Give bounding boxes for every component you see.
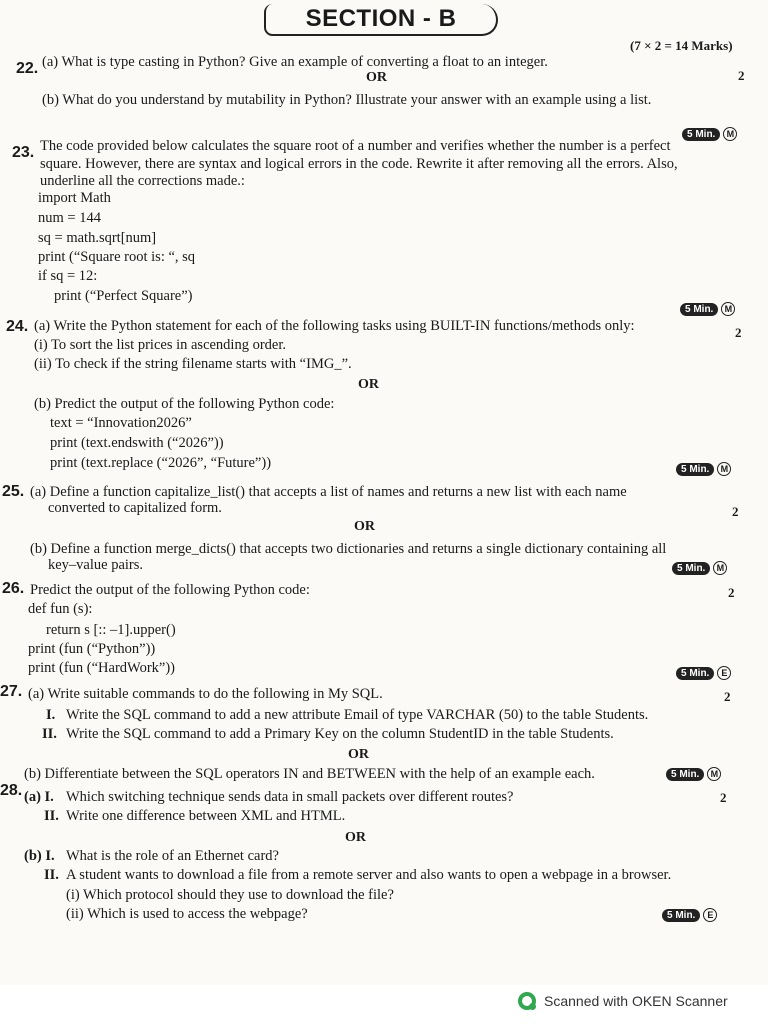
q23-number: 23. [12,144,35,161]
q26-text: Predict the output of the following Python code: [30,582,310,598]
q24-item-i: (i) To sort the list prices in ascending order. [34,337,287,353]
q24-or: OR [358,377,379,392]
q23-marks: 2 [735,325,742,340]
q26-code-line: print (fun (“HardWork”)) [28,660,175,676]
q23-line-2: square. However, there are syntax and logical errors in the code. Rewrite it after removing all the errors. Also, [40,156,678,172]
q25-or: OR [354,519,375,534]
q28-number: 28. [0,782,23,799]
q26-code-line: return s [:: –1].upper() [46,622,176,638]
q24-item-ii: (ii) To check if the string filename starts with “IMG_”. [34,356,352,372]
q28-or: OR [345,830,366,845]
q23-code-line: num = 144 [38,210,101,226]
oken-logo-icon [518,992,536,1010]
q24-code-line: print (text.replace (“2026”, “Future”)) [50,455,272,471]
q27-number: 27. [0,683,23,700]
q28-time-badge [662,908,717,922]
q23-line-3: underline all the corrections made.: [40,173,245,189]
q27-item-ii-label: II. [42,726,57,742]
q22-part-a: (a) What is type casting in Python? Give an example of converting a float to an integer. [42,54,548,70]
q28-part-b-ii-label: II. [44,867,59,883]
time-pill: 5 Min. [680,303,718,316]
q26-code-line: def fun (s): [28,601,93,617]
q24-part-a: (a) Write the Python statement for each of the following tasks using BUILT-IN functions/methods only: [34,318,635,334]
level-icon: M [717,462,731,476]
time-pill: 5 Min. [662,909,700,922]
q28-part-b-i: What is the role of an Ethernet card? [66,848,279,864]
q23-code-line: print (“Square root is: “, sq [38,249,196,265]
scanner-text: Scanned with OKEN Scanner [544,993,728,1009]
q23-code-line: if sq = 12: [38,268,98,284]
q25-time-badge [672,561,727,575]
q27-part-b: (b) Differentiate between the SQL operators IN and BETWEEN with the help of an example each. [24,766,595,782]
section-header [264,4,498,36]
q23-code-line: import Math [38,190,111,206]
q23-code-line: sq = math.sqrt[num] [38,230,157,246]
q27-item-i-label: I. [46,707,56,723]
q24-code-line: text = “Innovation2026” [50,415,192,431]
level-icon: M [713,561,727,575]
q27-or: OR [348,747,369,762]
q28-part-b-ii: A student wants to download a file from a remote server and also wants to open a webpage in a browser. [66,867,672,883]
q25-marks: 2 [732,504,739,519]
q28-part-a-ii-label: II. [44,808,59,824]
level-icon: E [717,666,731,680]
time-pill: 5 Min. [676,463,714,476]
q25-part-a-line-2: converted to capitalized form. [48,500,222,516]
q28-part-a-label: (a) I. [24,789,54,805]
q27-marks: 2 [724,689,731,704]
q25-part-b-line-2: key–value pairs. [48,557,144,573]
q28-part-b-label: (b) I. [24,848,55,864]
time-pill: 5 Min. [676,667,714,680]
q23-code-line: print (“Perfect Square”) [54,288,193,304]
q23-time-badge [680,302,735,316]
q27-item-ii: Write the SQL command to add a Primary Key on the column StudentID in the table Students. [66,726,614,742]
q24-number: 24. [6,318,29,335]
q26-marks: 2 [728,585,735,600]
q22-time-badge [682,127,737,141]
q27-part-a: (a) Write suitable commands to do the following in My SQL. [28,686,383,702]
scanner-watermark [518,992,728,1010]
section-title: SECTION - B [305,5,457,32]
time-pill: 5 Min. [672,562,710,575]
q24-part-b: (b) Predict the output of the following Python code: [34,396,335,412]
q24-time-badge [676,462,731,476]
q28-marks: 2 [720,790,727,805]
q22-part-b: (b) What do you understand by mutability in Python? Illustrate your answer with an example using a list. [42,92,652,108]
q28-part-b-ii-1: (i) Which protocol should they use to download the file? [66,887,394,903]
q22-marks: 2 [738,68,745,83]
q28-part-a-i: Which switching technique sends data in small packets over different routes? [66,789,514,805]
marks-header: (7 × 2 = 14 Marks) [630,38,733,53]
level-icon: E [703,908,717,922]
q25-number: 25. [2,483,25,500]
q28-part-a-ii: Write one difference between XML and HTML. [66,808,346,824]
q22-or: OR [366,70,387,85]
q27-item-i: Write the SQL command to add a new attribute Email of type VARCHAR (50) to the table Students. [66,707,649,723]
q22-number: 22. [16,60,39,77]
time-pill: 5 Min. [666,768,704,781]
q26-number: 26. [2,580,25,597]
q27-time-badge [666,767,721,781]
level-icon: M [723,127,737,141]
q25-part-b-line-1: (b) Define a function merge_dicts() that accepts two dictionaries and returns a single dictionary containing all [30,541,667,557]
q26-time-badge [676,666,731,680]
q23-line-1: The code provided below calculates the square root of a number and verifies whether the number is a perfect [40,138,671,154]
q25-part-a-line-1: (a) Define a function capitalize_list() that accepts a list of names and returns a new list with each name [30,484,627,500]
q24-code-line: print (text.endswith (“2026”)) [50,435,224,451]
level-icon: M [707,767,721,781]
q28-part-b-ii-2: (ii) Which is used to access the webpage? [66,906,308,922]
q26-code-line: print (fun (“Python”)) [28,641,156,657]
time-pill: 5 Min. [682,128,720,141]
level-icon: M [721,302,735,316]
